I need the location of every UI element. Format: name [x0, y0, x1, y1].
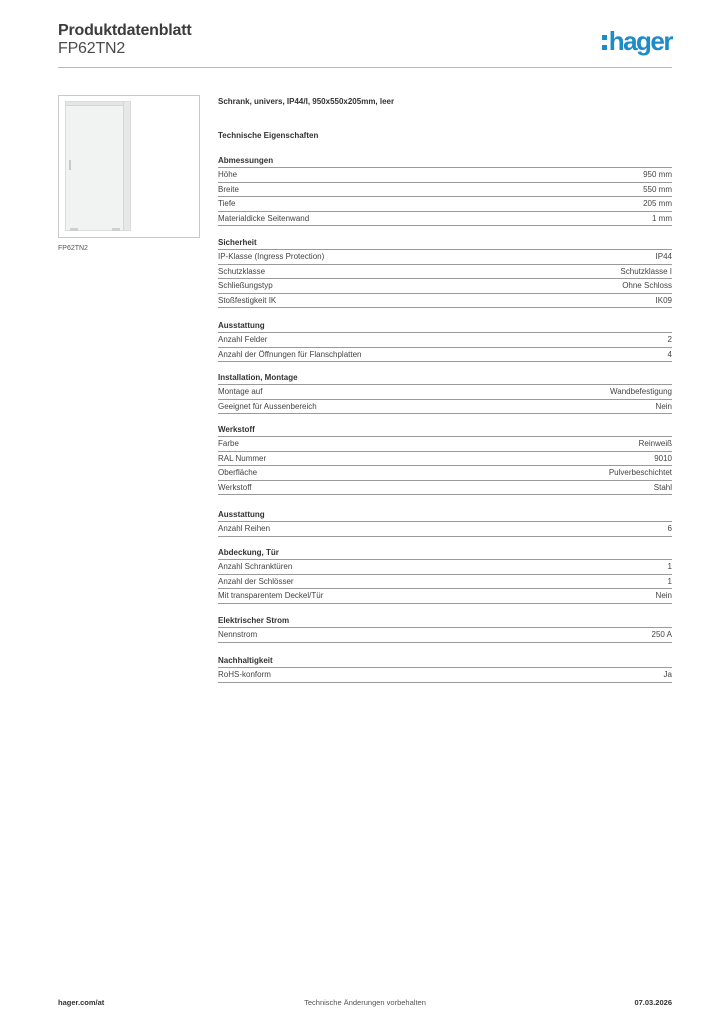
- product-description: Schrank, univers, IP44/I, 950x550x205mm, leer: [218, 97, 395, 106]
- spec-row: [218, 250, 672, 265]
- spec-value: 550 mm: [643, 184, 672, 194]
- spec-label: Höhe: [218, 170, 238, 179]
- spec-label: Materialdicke Seitenwand: [218, 213, 310, 223]
- spec-value: IP44: [655, 252, 672, 261]
- spec-value: 205 mm: [643, 199, 672, 209]
- section-heading: Technische Eigenschaften: [218, 131, 319, 140]
- spec-row: [218, 348, 672, 363]
- spec-value: 2: [667, 335, 672, 344]
- spec-value: 6: [667, 524, 672, 533]
- spec-row: [218, 668, 672, 683]
- product-image: [58, 95, 200, 238]
- spec-group-title: Installation, Montage: [218, 373, 672, 385]
- spec-label: Schutzklasse: [218, 266, 266, 276]
- spec-row: [218, 333, 672, 348]
- spec-label: Schließungstyp: [218, 281, 273, 291]
- spec-group-title: Elektrischer Strom: [218, 616, 672, 628]
- spec-row: [218, 452, 672, 467]
- product-code: FP62TN2: [58, 40, 126, 57]
- footer-disclaimer: Technische Änderungen vorbehalten: [304, 998, 426, 1007]
- spec-row: [218, 575, 672, 590]
- spec-label: Montage auf: [218, 387, 263, 396]
- logo-text: hager: [608, 26, 672, 56]
- spec-row: [218, 481, 672, 496]
- spec-value: Stahl: [653, 482, 672, 492]
- spec-group: [218, 373, 672, 414]
- spec-group-title: Ausstattung: [218, 321, 672, 333]
- cabinet-illustration: [65, 101, 131, 231]
- spec-row: [218, 265, 672, 280]
- spec-group-title: Sicherheit: [218, 238, 672, 250]
- footer-date: 07.03.2026: [634, 998, 672, 1007]
- spec-label: Breite: [218, 184, 239, 194]
- spec-value: 1 mm: [652, 213, 672, 223]
- spec-row: [218, 628, 672, 643]
- spec-label: Werkstoff: [218, 482, 252, 492]
- spec-group-title: Ausstattung: [218, 510, 672, 522]
- image-caption: FP62TN2: [58, 245, 88, 252]
- spec-group: [218, 510, 672, 537]
- spec-label: Anzahl Schranktüren: [218, 562, 293, 571]
- spec-row: [218, 183, 672, 198]
- spec-group: [218, 156, 672, 226]
- spec-row: [218, 279, 672, 294]
- spec-row: [218, 400, 672, 415]
- spec-row: [218, 197, 672, 212]
- spec-group-title: Nachhaltigkeit: [218, 656, 672, 668]
- spec-group: [218, 238, 672, 308]
- spec-value: 250 A: [651, 630, 672, 639]
- page-footer: [58, 998, 672, 1010]
- page-header: [58, 20, 672, 70]
- spec-row: [218, 560, 672, 575]
- spec-value: 1: [667, 562, 672, 571]
- spec-value: Schutzklasse I: [620, 266, 672, 276]
- spec-label: Nennstrom: [218, 630, 258, 639]
- spec-value: 9010: [654, 453, 672, 463]
- spec-group-title: Abdeckung, Tür: [218, 548, 672, 560]
- spec-value: 1: [667, 576, 672, 586]
- spec-group: [218, 548, 672, 604]
- spec-row: [218, 294, 672, 309]
- spec-value: Pulverbeschichtet: [608, 468, 672, 478]
- hager-logo: [602, 28, 672, 54]
- spec-label: Anzahl der Schlösser: [218, 576, 294, 586]
- spec-value: Nein: [655, 401, 672, 411]
- spec-value: IK09: [655, 295, 672, 305]
- spec-value: Reinweiß: [638, 439, 672, 448]
- spec-row: [218, 589, 672, 604]
- spec-row: [218, 385, 672, 400]
- spec-value: Ohne Schloss: [622, 281, 672, 291]
- spec-label: Stoßfestigkeit IK: [218, 295, 277, 305]
- footer-website-link[interactable]: hager.com/at: [58, 998, 105, 1007]
- spec-label: Geeignet für Aussenbereich: [218, 401, 317, 411]
- spec-value: Nein: [655, 591, 672, 601]
- spec-value: Ja: [663, 670, 672, 679]
- spec-label: RoHS-konform: [218, 670, 271, 679]
- spec-row: [218, 437, 672, 452]
- spec-group: [218, 616, 672, 643]
- spec-label: Farbe: [218, 439, 239, 448]
- spec-group-title: Abmessungen: [218, 156, 672, 168]
- spec-row: [218, 522, 672, 537]
- spec-label: RAL Nummer: [218, 453, 267, 463]
- spec-row: [218, 212, 672, 227]
- logo-dots-icon: [602, 35, 607, 51]
- spec-group-title: Werkstoff: [218, 425, 672, 437]
- spec-label: IP-Klasse (Ingress Protection): [218, 252, 325, 261]
- spec-row: [218, 466, 672, 481]
- spec-label: Anzahl Reihen: [218, 524, 271, 533]
- spec-label: Tiefe: [218, 199, 236, 209]
- spec-group: [218, 656, 672, 683]
- spec-group: [218, 425, 672, 495]
- spec-label: Anzahl der Öffnungen für Flanschplatten: [218, 349, 362, 359]
- header-divider: [58, 67, 672, 68]
- spec-value: Wandbefestigung: [610, 387, 672, 396]
- spec-value: 950 mm: [643, 170, 672, 179]
- spec-value: 4: [667, 349, 672, 359]
- document-title: Produktdatenblatt: [58, 22, 192, 39]
- spec-group: [218, 321, 672, 362]
- spec-label: Oberfläche: [218, 468, 258, 478]
- spec-label: Mit transparentem Deckel/Tür: [218, 591, 324, 601]
- spec-label: Anzahl Felder: [218, 335, 268, 344]
- spec-row: [218, 168, 672, 183]
